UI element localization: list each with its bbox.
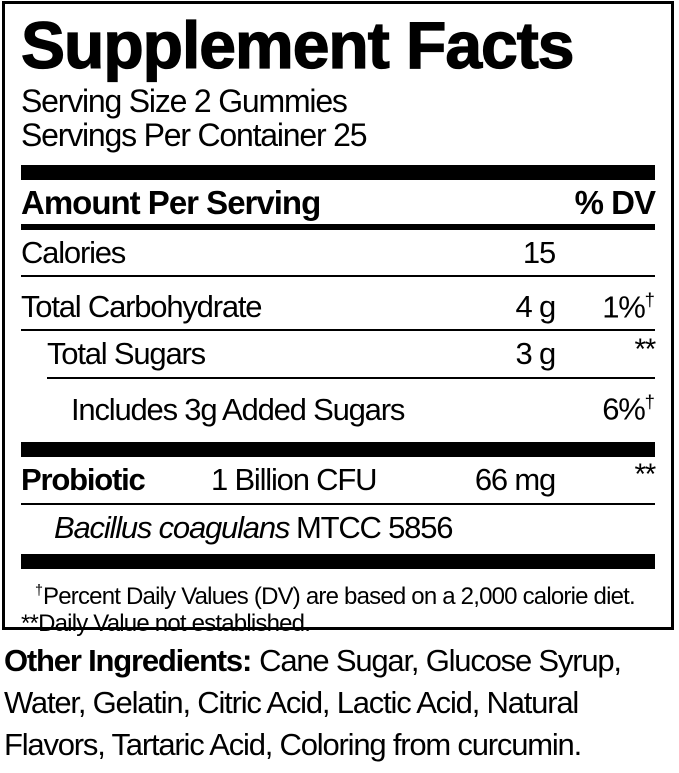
nutrient-dv: 6%† <box>602 391 655 427</box>
nutrient-dv: ** <box>634 333 655 367</box>
dagger-mark: † <box>35 582 44 599</box>
nutrient-amount: 66 mg <box>474 461 555 497</box>
nutrient-dv: 1%† <box>602 289 655 325</box>
other-ingredients-text: Cane Sugar, Glucose Syrup, Water, Gelatin, Citric Acid, Lactic Acid, Natural Flavors, Tartaric Acid, Coloring from curcumin. <box>4 643 621 762</box>
row-added-sugars <box>21 379 655 431</box>
strain-code: MTCC 5856 <box>295 509 453 545</box>
column-header-row <box>21 180 655 224</box>
nutrient-name: Calories <box>21 235 126 270</box>
nutrient-amount: 3 g <box>515 336 555 372</box>
nutrient-name: Total Carbohydrate <box>21 289 262 325</box>
section-bar <box>21 554 655 569</box>
footnote-not-established: **Daily Value not established. <box>21 609 311 637</box>
other-ingredients <box>4 640 676 766</box>
dagger-mark: † <box>644 289 655 310</box>
row-total-carbohydrate <box>21 277 655 329</box>
nutrient-name: Total Sugars <box>47 336 205 372</box>
strain-species: Bacillus coagulans <box>54 509 290 545</box>
other-ingredients-label: Other Ingredients: <box>4 643 252 678</box>
row-probiotic <box>21 457 655 503</box>
panel-title: Supplement Facts <box>21 8 574 82</box>
footnote-dv: †Percent Daily Values (DV) are based on a 2,000 calorie diet. <box>35 582 635 610</box>
nutrient-amount: 15 <box>522 235 555 270</box>
nutrient-name <box>21 462 440 497</box>
amount-per-serving-header: Amount Per Serving <box>21 184 321 221</box>
row-bacillus-strain <box>21 505 655 550</box>
servings-per-container: Servings Per Container 25 <box>21 117 367 153</box>
supplement-facts-panel <box>2 1 674 637</box>
probiotic-label: Probiotic <box>21 461 145 497</box>
strain-name <box>21 510 655 545</box>
nutrient-dv: ** <box>634 458 655 492</box>
nutrient-name: Includes 3g Added Sugars <box>71 391 405 427</box>
serving-size: Serving Size 2 Gummies <box>21 83 347 119</box>
row-calories <box>21 230 655 275</box>
probiotic-cfu: 1 Billion CFU <box>211 461 377 497</box>
percent-dv-header: % DV <box>574 184 655 221</box>
dagger-mark: † <box>644 391 655 413</box>
nutrient-amount: 4 g <box>515 289 555 325</box>
section-bar <box>21 442 655 457</box>
asterisk-mark: ** <box>21 609 39 637</box>
footnotes <box>21 578 655 637</box>
row-total-sugars <box>21 331 655 377</box>
section-bar <box>21 165 655 180</box>
